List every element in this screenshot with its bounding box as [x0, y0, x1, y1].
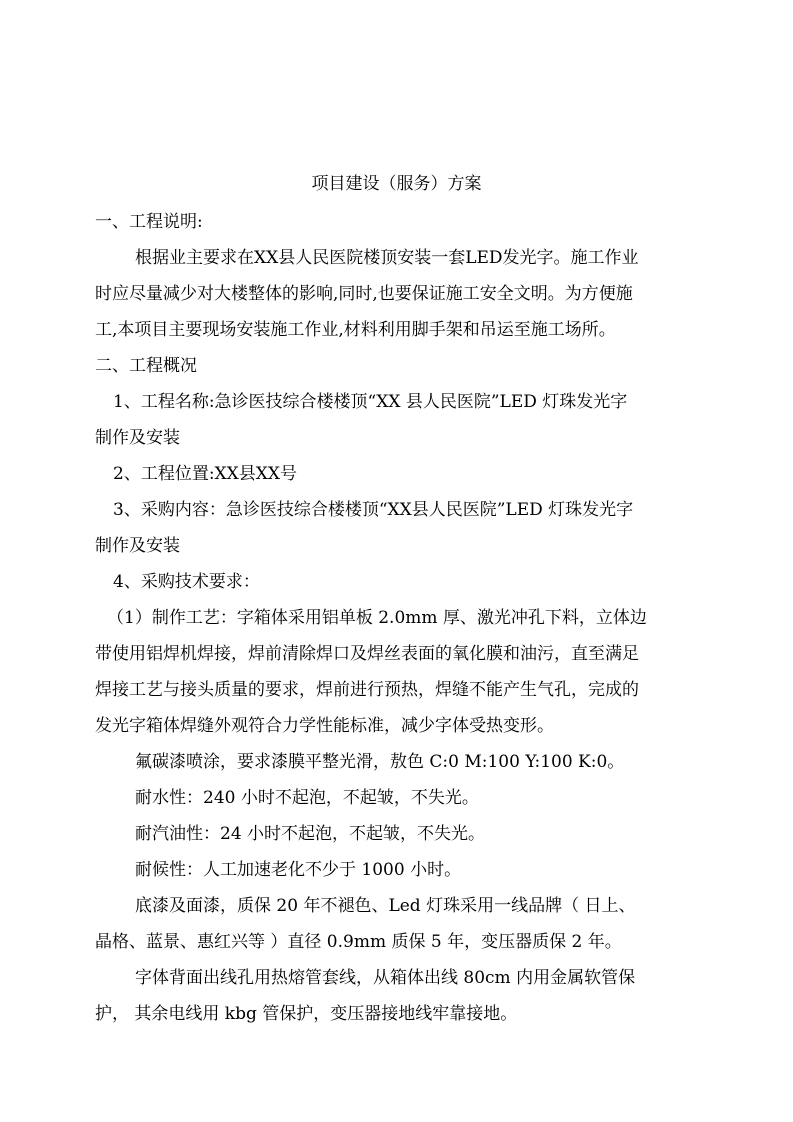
section-2-heading: 二、工程概况 [95, 356, 197, 376]
item-4-line: 4、采购技术要求： [113, 572, 260, 592]
oil-resistance-line: 耐汽油性：24 小时不起泡，不起皱，不失光。 [135, 824, 486, 844]
requirement-line: （1）制作工艺：字箱体采用铝单板 2.0mm 厚、激光冲孔下料，立体边 [107, 608, 647, 628]
section-1-heading: 一、工程说明: [95, 212, 203, 232]
water-resistance-line: 耐水性：240 小时不起泡，不起皱，不失光。 [135, 788, 479, 808]
requirement-line: 发光字箱体焊缝外观符合力学性能标准，减少字体受热变形。 [95, 716, 554, 736]
paragraph-line: 时应尽量减少对大楼整体的影响,同时,也要保证施工安全文明。为方便施 [95, 284, 633, 304]
paragraph-line: 工,本项目主要现场安装施工作业,材料利用脚手架和吊运至施工场所。 [95, 320, 616, 340]
wire-line: 字体背面出线孔用热熔管套线，从箱体出线 80cm 内用金属软管保 [135, 968, 636, 988]
item-3-line: 制作及安装 [95, 536, 180, 556]
primer-line: 底漆及面漆，质保 20 年不褪色、Led 灯珠采用一线品牌（ 日上、 [135, 896, 636, 916]
document-title: 项目建设（服务）方案 [311, 174, 482, 194]
requirement-line: 焊接工艺与接头质量的要求，焊前进行预热，焊缝不能产生气孔，完成的 [95, 680, 639, 700]
item-1-line: 1、工程名称:急诊医技综合楼楼顶“XX 县人民医院”LED 灯珠发光字 [113, 392, 628, 412]
requirement-line: 带使用铝焊机焊接，焊前清除焊口及焊丝表面的氧化膜和油污，直至满足 [95, 644, 639, 664]
paint-line: 氟碳漆喷涂，要求漆膜平整光滑，敖色 C:0 M:100 Y:100 K:0。 [135, 752, 625, 772]
wire-line: 护， 其余电线用 kbg 管保护，变压器接地线牢靠接地。 [95, 1004, 518, 1024]
primer-line: 晶格、蓝景、惠红兴等 ）直径 0.9mm 质保 5 年，变压器质保 2 年。 [95, 932, 622, 952]
item-2-line: 2、工程位置:XX县XX号 [113, 464, 297, 484]
item-1-line: 制作及安装 [95, 428, 180, 448]
weather-resistance-line: 耐候性：人工加速老化不少于 1000 小时。 [135, 860, 462, 880]
item-3-line: 3、采购内容：急诊医技综合楼楼顶“XX县人民医院”LED 灯珠发光字 [113, 500, 634, 520]
document-body [95, 210, 695, 1038]
paragraph-line: 根据业主要求在XX县人民医院楼顶安装一套LED发光字。施工作业 [135, 248, 639, 268]
